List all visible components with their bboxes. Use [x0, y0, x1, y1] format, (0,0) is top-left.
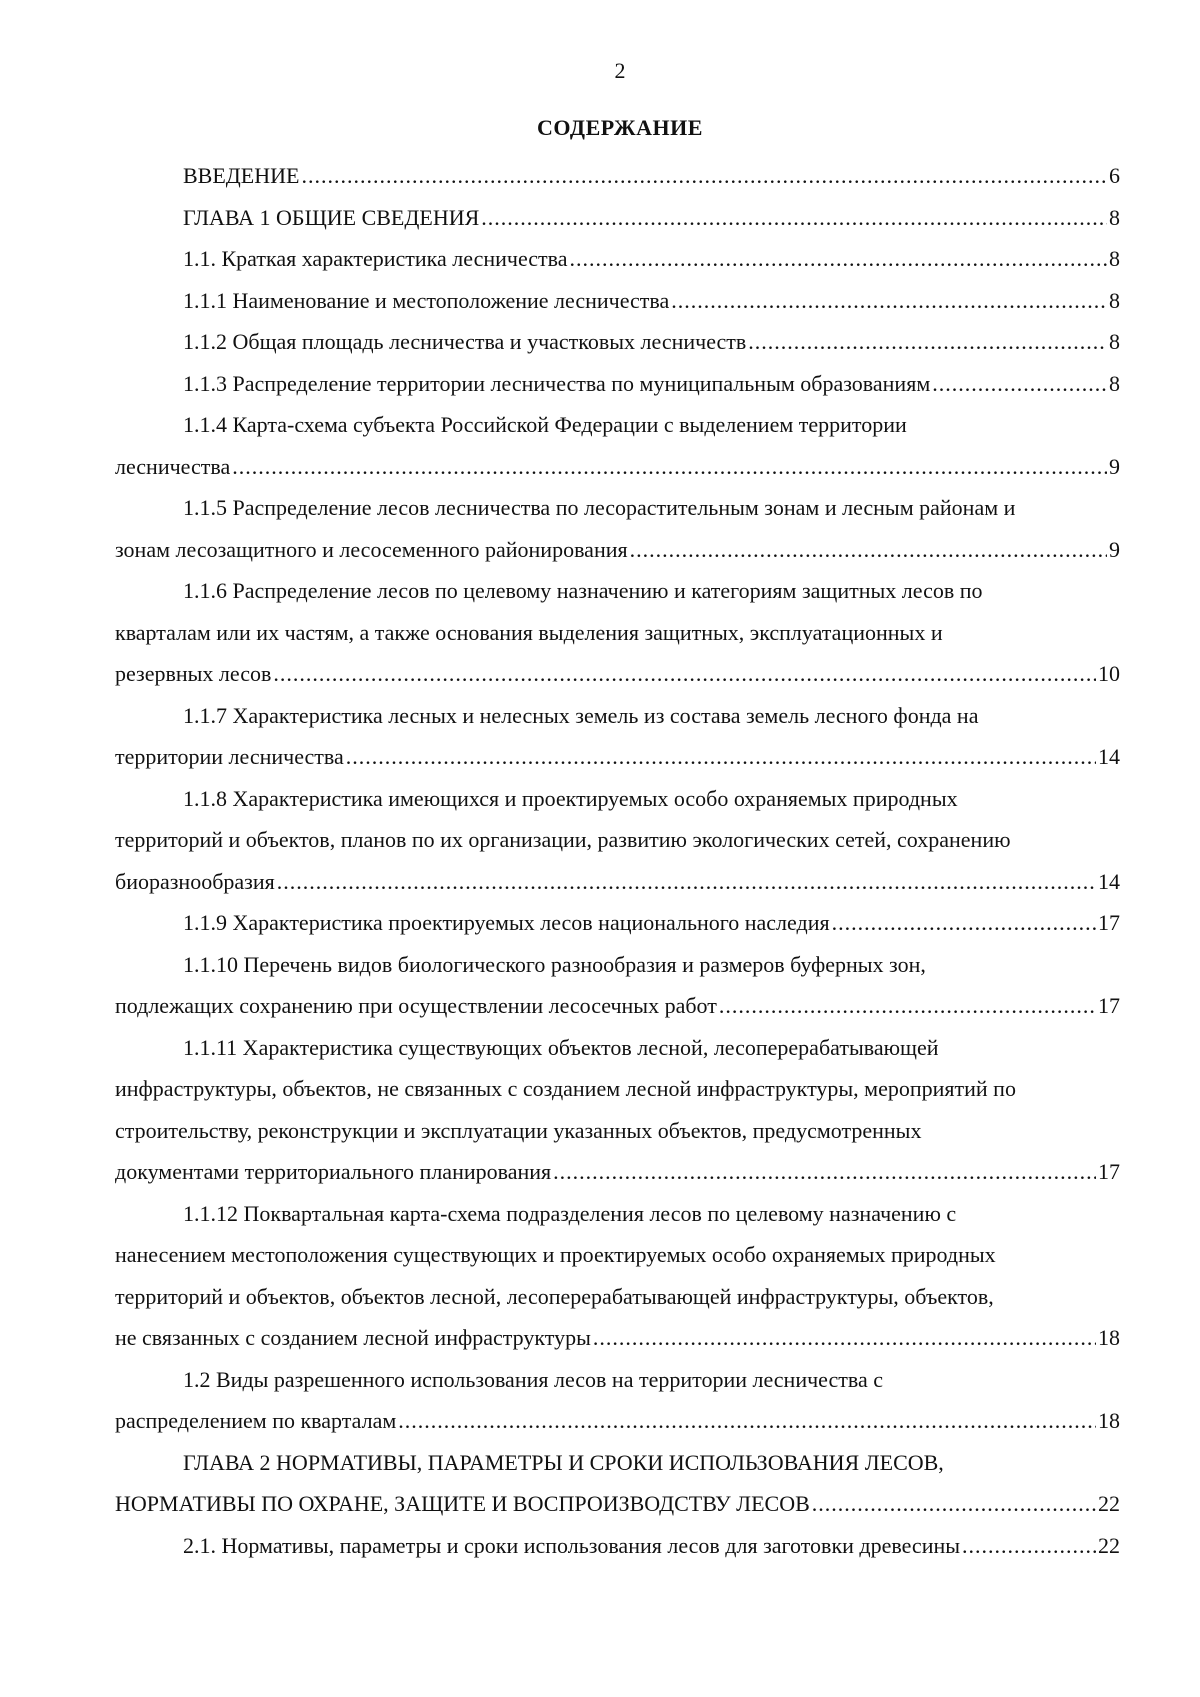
toc-entry-line: 1.1.7 Характеристика лесных и нелесных земель из состава земель лесного фонда на — [183, 702, 979, 728]
toc-entry[interactable] — [115, 902, 1120, 944]
toc-leader-dots — [277, 861, 1096, 903]
toc-entry-line: ГЛАВА 2 НОРМАТИВЫ, ПАРАМЕТРЫ И СРОКИ ИСПОЛЬЗОВАНИЯ ЛЕСОВ, — [183, 1449, 944, 1475]
toc-leader-dots — [301, 155, 1107, 197]
toc-leader-dots — [671, 280, 1107, 322]
toc-entry[interactable] — [115, 280, 1120, 322]
toc-page-number: 6 — [1109, 163, 1120, 188]
toc-entry[interactable] — [115, 570, 1120, 695]
toc-leader-dots — [962, 1525, 1096, 1567]
table-of-contents — [115, 155, 1120, 1566]
toc-page-number: 17 — [1098, 910, 1120, 935]
toc-page-number: 8 — [1109, 329, 1120, 354]
toc-entry-line: строительству, реконструкции и эксплуатации указанных объектов, предусмотренных — [115, 1117, 922, 1143]
toc-entry-text: документами территориального планирования — [115, 1159, 552, 1184]
toc-page-number: 17 — [1098, 993, 1120, 1018]
toc-leader-dots — [932, 363, 1107, 405]
toc-entry[interactable] — [115, 321, 1120, 363]
toc-leader-dots — [346, 736, 1096, 778]
toc-entry-text: НОРМАТИВЫ ПО ОХРАНЕ, ЗАЩИТЕ И ВОСПРОИЗВОДСТВУ ЛЕСОВ — [115, 1491, 810, 1516]
toc-entry-line: 1.1.6 Распределение лесов по целевому назначению и категориям защитных лесов по — [183, 578, 983, 603]
toc-entry-text: 1.1. Краткая характеристика лесничества — [183, 246, 568, 271]
toc-leader-dots — [481, 197, 1107, 239]
toc-entry-text: лесничества — [115, 453, 231, 479]
toc-page-number: 9 — [1109, 453, 1120, 479]
toc-entry-text: 1.1.2 Общая площадь лесничества и участковых лесничеств — [183, 329, 747, 354]
toc-entry-line: кварталам или их частям, а также основания выделения защитных, эксплуатационных и — [115, 619, 943, 645]
toc-entry-text: 2.1. Нормативы, параметры и сроки использования лесов для заготовки древесины — [183, 1532, 961, 1558]
toc-entry[interactable] — [115, 1027, 1120, 1193]
toc-leader-dots — [398, 1400, 1096, 1442]
toc-leader-dots — [832, 902, 1096, 944]
toc-page-number: 17 — [1098, 1159, 1120, 1184]
toc-entry[interactable] — [115, 1442, 1120, 1525]
toc-entry-line: 1.1.10 Перечень видов биологического разнообразия и размеров буферных зон, — [183, 951, 926, 977]
toc-title: СОДЕРЖАНИЕ — [537, 115, 703, 140]
toc-entry-line: инфраструктуры, объектов, не связанных с созданием лесной инфраструктуры, мероприятий по — [115, 1076, 1016, 1101]
toc-page-number: 8 — [1109, 204, 1120, 230]
toc-entry-text: 1.1.9 Характеристика проектируемых лесов национального наследия — [183, 910, 830, 935]
toc-entry[interactable] — [115, 363, 1120, 405]
toc-page-number: 14 — [1098, 744, 1120, 769]
toc-entry[interactable] — [115, 238, 1120, 280]
page-number: 2 — [614, 58, 626, 83]
toc-page-number: 8 — [1109, 370, 1120, 396]
toc-page-number: 10 — [1098, 661, 1120, 686]
toc-entry[interactable] — [115, 487, 1120, 570]
toc-leader-dots — [232, 446, 1107, 488]
toc-entry-text: территории лесничества — [115, 744, 344, 769]
toc-entry-line: 1.1.4 Карта-схема субъекта Российской Федерации с выделением территории — [183, 412, 907, 437]
toc-entry-text: 1.1.3 Распределение территории лесничества по муниципальным образованиям — [183, 370, 931, 396]
toc-page-number: 18 — [1098, 1408, 1120, 1433]
toc-entry-line: 1.1.12 Поквартальная карта-схема подразделения лесов по целевому назначению с — [183, 1200, 957, 1226]
toc-entry-text: ВВЕДЕНИЕ — [183, 163, 300, 188]
toc-entry-text: биоразнообразия — [115, 868, 275, 894]
toc-entry-text: ГЛАВА 1 ОБЩИЕ СВЕДЕНИЯ — [183, 204, 480, 230]
toc-leader-dots — [748, 321, 1107, 363]
toc-page-number: 8 — [1109, 287, 1120, 313]
toc-leader-dots — [553, 1151, 1096, 1193]
toc-entry-line: 1.1.8 Характеристика имеющихся и проектируемых особо охраняемых природных — [183, 785, 958, 811]
toc-entry[interactable] — [115, 1193, 1120, 1359]
toc-entry[interactable] — [115, 404, 1120, 487]
toc-leader-dots — [273, 653, 1096, 695]
toc-leader-dots — [570, 238, 1107, 280]
toc-entry[interactable] — [115, 778, 1120, 903]
toc-entry-text: подлежащих сохранению при осуществлении лесосечных работ — [115, 993, 717, 1018]
toc-entry-line: 1.1.11 Характеристика существующих объектов лесной, лесоперерабатывающей — [183, 1034, 939, 1060]
toc-entry-text: резервных лесов — [115, 661, 272, 686]
toc-entry-text: зонам лесозащитного и лесосеменного районирования — [115, 536, 628, 562]
toc-entry[interactable] — [115, 695, 1120, 778]
toc-leader-dots — [719, 985, 1096, 1027]
toc-page-number: 8 — [1109, 246, 1120, 271]
toc-entry-text: 1.1.1 Наименование и местоположение лесничества — [183, 287, 670, 313]
toc-entry[interactable] — [115, 197, 1120, 239]
toc-entry-line: нанесением местоположения существующих и проектируемых особо охраняемых природных — [115, 1242, 996, 1267]
toc-entry[interactable] — [115, 155, 1120, 197]
toc-leader-dots — [593, 1317, 1096, 1359]
toc-entry-text: не связанных с созданием лесной инфраструктуры — [115, 1325, 591, 1350]
toc-page-number: 22 — [1098, 1491, 1120, 1516]
toc-page-number: 9 — [1109, 536, 1120, 562]
toc-entry[interactable] — [115, 944, 1120, 1027]
toc-entry-line: 1.1.5 Распределение лесов лесничества по лесорастительным зонам и лесным районам и — [183, 495, 1016, 520]
toc-entry-text: распределением по кварталам — [115, 1408, 397, 1433]
toc-leader-dots — [812, 1483, 1096, 1525]
toc-page-number: 22 — [1098, 1532, 1120, 1558]
toc-entry-line: 1.2 Виды разрешенного использования лесов на территории лесничества с — [183, 1366, 883, 1392]
toc-page-number: 14 — [1098, 868, 1120, 894]
toc-leader-dots — [630, 529, 1107, 571]
toc-page-number: 18 — [1098, 1325, 1120, 1350]
toc-entry[interactable] — [115, 1359, 1120, 1442]
toc-entry[interactable] — [115, 1525, 1120, 1567]
toc-entry-line: территорий и объектов, планов по их организации, развитию экологических сетей, сохранению — [115, 827, 1011, 852]
toc-entry-line: территорий и объектов, объектов лесной, лесоперерабатывающей инфраструктуры, объектов, — [115, 1283, 994, 1309]
